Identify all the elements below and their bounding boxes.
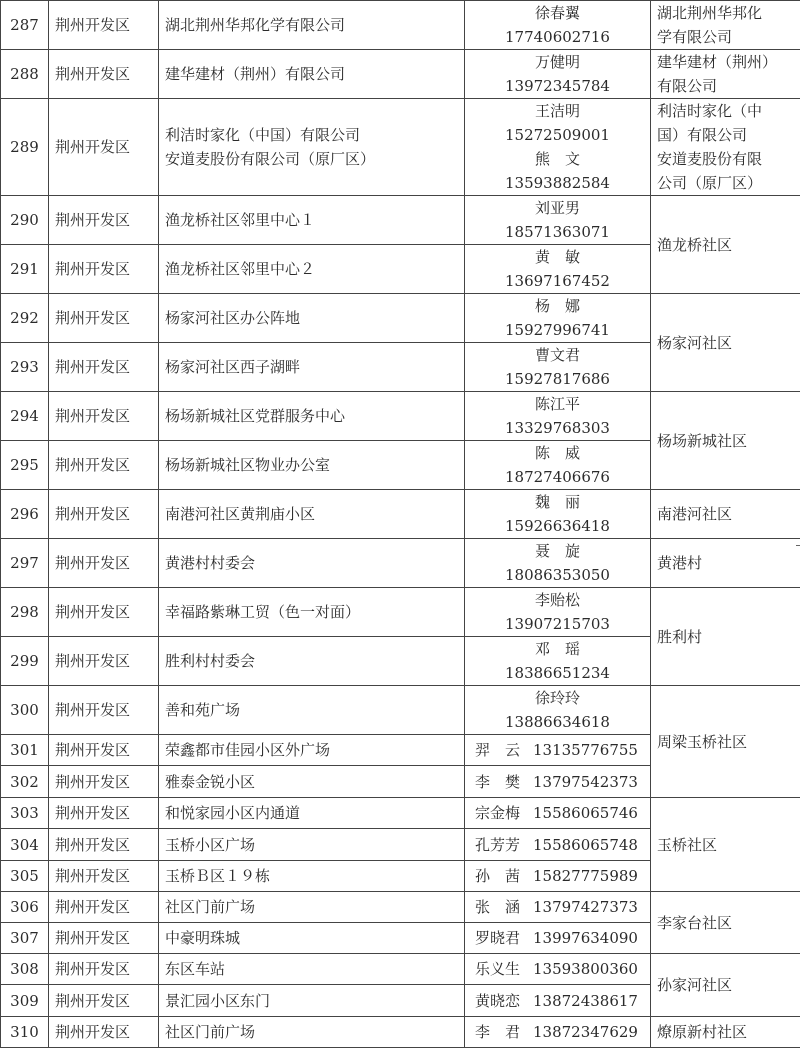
contact-cell xyxy=(465,637,651,686)
unit-cell xyxy=(651,588,800,686)
contact-cell xyxy=(465,954,651,985)
table-row xyxy=(1,196,800,245)
unit-name: 国）有限公司 xyxy=(657,126,748,144)
contact-cell xyxy=(465,735,651,766)
unit-name: 渔龙桥社区 xyxy=(657,235,733,254)
district-cell: 荆州开发区 xyxy=(49,50,159,99)
site-name: 景汇园小区东门 xyxy=(165,991,271,1010)
site-cell xyxy=(159,829,465,861)
contact-name: 熊 文 xyxy=(534,150,580,168)
site-cell xyxy=(159,766,465,798)
contact-phone: 15827775989 xyxy=(533,867,638,885)
contact-phone: 13907215703 xyxy=(505,615,610,633)
site-cell xyxy=(159,539,465,588)
contact-name: 黄晓恋 xyxy=(475,991,521,1010)
site-cell xyxy=(159,99,465,196)
contact-name: 孙 茜 xyxy=(475,867,521,885)
unit-name: 利洁时家化（中 xyxy=(657,102,763,120)
unit-name: 黄港村 xyxy=(657,554,703,572)
district-cell: 荆州开发区 xyxy=(49,196,159,245)
site-name: 杨家河社区西子湖畔 xyxy=(165,358,301,376)
row-number: 287 xyxy=(1,1,49,50)
unit-cell xyxy=(651,490,800,539)
contact-cell xyxy=(465,294,651,343)
district-cell: 荆州开发区 xyxy=(49,294,159,343)
district-cell: 荆州开发区 xyxy=(49,766,159,798)
site-name: 南港河社区黄荆庙小区 xyxy=(165,505,316,523)
table-row xyxy=(1,1,800,50)
unit-cell xyxy=(651,892,800,954)
site-name: 荣鑫都市佳园小区外广场 xyxy=(165,741,331,759)
contact-name: 李 樊 xyxy=(475,772,521,791)
contact-phone: 15927996741 xyxy=(505,321,610,339)
site-name: 中豪明珠城 xyxy=(165,929,241,947)
district-cell: 荆州开发区 xyxy=(49,686,159,735)
contact-name: 徐春翼 xyxy=(534,4,580,22)
unit-cell xyxy=(651,954,800,1017)
contact-name: 魏 丽 xyxy=(534,493,580,511)
site-cell xyxy=(159,861,465,892)
unit-name: 南港河社区 xyxy=(657,505,733,523)
contact-name: 罗晓君 xyxy=(475,929,521,947)
district-cell: 荆州开发区 xyxy=(49,539,159,588)
district-cell: 荆州开发区 xyxy=(49,490,159,539)
site-name: 安道麦股份有限公司（原厂区） xyxy=(165,150,376,168)
contact-name: 乐义生 xyxy=(475,960,521,978)
unit-cell xyxy=(651,686,800,798)
contact-phone: 18727406676 xyxy=(505,468,610,486)
row-number: 308 xyxy=(1,954,49,985)
district-cell: 荆州开发区 xyxy=(49,923,159,954)
contact-cell xyxy=(465,923,651,954)
contact-name: 王洁明 xyxy=(534,102,580,120)
contact-name: 聂 旋 xyxy=(534,542,580,560)
table-row xyxy=(1,294,800,343)
contact-name: 刘亚男 xyxy=(534,199,580,217)
contact-cell xyxy=(465,392,651,441)
row-number: 290 xyxy=(1,196,49,245)
unit-name: 玉桥社区 xyxy=(657,835,718,854)
contact-phone: 17740602716 xyxy=(505,28,610,46)
table-row xyxy=(1,892,800,923)
unit-cell xyxy=(651,1,800,50)
unit-name: 孙家河社区 xyxy=(657,976,733,994)
row-number: 300 xyxy=(1,686,49,735)
site-name: 利洁时家化（中国）有限公司 xyxy=(165,126,361,144)
site-cell xyxy=(159,735,465,766)
unit-name: 公司（原厂区） xyxy=(657,174,763,192)
contact-cell xyxy=(465,861,651,892)
unit-cell xyxy=(651,1017,800,1048)
site-cell xyxy=(159,196,465,245)
row-number: 293 xyxy=(1,343,49,392)
contact-name: 邓 瑶 xyxy=(534,640,580,658)
site-name: 湖北荆州华邦化学有限公司 xyxy=(165,16,346,34)
district-cell: 荆州开发区 xyxy=(49,1,159,50)
table-row xyxy=(1,588,800,637)
table-row xyxy=(1,50,800,99)
contact-name: 羿 云 xyxy=(475,741,521,759)
contact-phone: 13593882584 xyxy=(505,174,610,192)
contact-phone: 15927817686 xyxy=(505,370,610,388)
contact-phone: 13593800360 xyxy=(533,960,638,978)
site-name: 社区门前广场 xyxy=(165,1023,256,1041)
contact-cell xyxy=(465,892,651,923)
row-number: 291 xyxy=(1,245,49,294)
site-name: 玉桥小区广场 xyxy=(165,835,256,854)
unit-name: 建华建材（荆州） xyxy=(657,53,778,71)
site-cell xyxy=(159,798,465,829)
contact-cell xyxy=(465,588,651,637)
unit-name: 有限公司 xyxy=(657,77,718,95)
table-row xyxy=(1,798,800,829)
contact-phone: 13329768303 xyxy=(505,419,610,437)
unit-name: 周梁玉桥社区 xyxy=(657,732,748,751)
unit-name: 学有限公司 xyxy=(657,28,733,46)
site-name: 渔龙桥社区邻里中心１ xyxy=(165,211,316,229)
contact-phone: 15586065748 xyxy=(533,835,638,854)
contact-cell xyxy=(465,50,651,99)
row-number: 297 xyxy=(1,539,49,588)
contact-cell xyxy=(465,1,651,50)
table-row xyxy=(1,392,800,441)
unit-cell xyxy=(651,392,800,490)
unit-name: 杨场新城社区 xyxy=(657,431,748,450)
contact-cell xyxy=(465,343,651,392)
site-cell xyxy=(159,1017,465,1048)
contact-phone: 13697167452 xyxy=(505,272,610,290)
unit-cell xyxy=(651,294,800,392)
contact-phone: 15926636418 xyxy=(505,517,610,535)
contact-name: 陈江平 xyxy=(534,395,580,413)
site-cell xyxy=(159,294,465,343)
site-name: 杨家河社区办公阵地 xyxy=(165,309,301,327)
district-cell: 荆州开发区 xyxy=(49,343,159,392)
site-cell xyxy=(159,954,465,985)
site-name: 建华建材（荆州）有限公司 xyxy=(165,65,346,83)
unit-cell xyxy=(651,196,800,294)
site-name: 善和苑广场 xyxy=(165,701,241,719)
contact-cell xyxy=(465,245,651,294)
unit-name: 杨家河社区 xyxy=(657,333,733,352)
row-number: 303 xyxy=(1,798,49,829)
contact-name: 徐玲玲 xyxy=(534,689,580,707)
contact-name: 陈 威 xyxy=(534,444,580,462)
row-number: 294 xyxy=(1,392,49,441)
contact-cell xyxy=(465,1017,651,1048)
site-cell xyxy=(159,50,465,99)
unit-cell xyxy=(651,539,800,588)
site-name: 渔龙桥社区邻里中心２ xyxy=(165,260,316,278)
row-number: 298 xyxy=(1,588,49,637)
site-name: 玉桥Ｂ区１９栋 xyxy=(165,867,271,885)
contact-phone: 13797427373 xyxy=(533,898,638,916)
contact-name: 黄 敏 xyxy=(534,248,580,266)
contact-name: 万健明 xyxy=(534,53,580,71)
contact-phone: 18571363071 xyxy=(505,223,610,241)
row-number: 304 xyxy=(1,829,49,861)
contact-name: 杨 娜 xyxy=(534,297,580,315)
contact-cell xyxy=(465,539,651,588)
unit-name: 李家台社区 xyxy=(657,913,733,932)
site-name: 幸福路紫琳工贸（色一对面） xyxy=(165,603,361,621)
site-cell xyxy=(159,1,465,50)
contact-phone: 18386651234 xyxy=(505,664,610,682)
contact-name: 李 君 xyxy=(475,1023,521,1041)
row-number: 310 xyxy=(1,1017,49,1048)
unit-cell xyxy=(651,798,800,892)
unit-name: 燎原新村社区 xyxy=(657,1023,748,1041)
unit-name: 胜利村 xyxy=(657,627,703,646)
site-name: 和悦家园小区内通道 xyxy=(165,804,301,822)
contact-name: 曹文君 xyxy=(534,346,580,364)
contact-name: 张 涵 xyxy=(475,898,521,916)
district-cell: 荆州开发区 xyxy=(49,637,159,686)
contact-name: 李贻松 xyxy=(534,591,580,609)
row-number: 296 xyxy=(1,490,49,539)
contact-phone: 15586065746 xyxy=(533,804,638,822)
site-cell xyxy=(159,343,465,392)
unit-name: 湖北荆州华邦化 xyxy=(657,4,763,22)
contact-phone: 18086353050 xyxy=(505,566,610,584)
row-number: 289 xyxy=(1,99,49,196)
unit-cell xyxy=(651,50,800,99)
site-name: 黄港村村委会 xyxy=(165,554,256,572)
table-row xyxy=(1,99,800,196)
contact-cell xyxy=(465,99,651,196)
district-cell: 荆州开发区 xyxy=(49,861,159,892)
contact-cell xyxy=(465,441,651,490)
row-number: 288 xyxy=(1,50,49,99)
district-cell: 荆州开发区 xyxy=(49,892,159,923)
site-name: 雅泰金锐小区 xyxy=(165,772,256,791)
district-cell: 荆州开发区 xyxy=(49,798,159,829)
site-cell xyxy=(159,892,465,923)
unit-name: 安道麦股份有限 xyxy=(657,150,763,168)
contact-cell xyxy=(465,798,651,829)
site-name: 社区门前广场 xyxy=(165,898,256,916)
table-row xyxy=(1,490,800,539)
table-row xyxy=(1,1017,800,1048)
contact-phone: 13972345784 xyxy=(505,77,610,95)
sites-table-body xyxy=(1,1,800,1048)
site-cell xyxy=(159,441,465,490)
row-number: 299 xyxy=(1,637,49,686)
row-number: 307 xyxy=(1,923,49,954)
site-name: 杨场新城社区党群服务中心 xyxy=(165,407,346,425)
row-number: 305 xyxy=(1,861,49,892)
district-cell: 荆州开发区 xyxy=(49,954,159,985)
site-cell xyxy=(159,490,465,539)
district-cell: 荆州开发区 xyxy=(49,441,159,490)
unit-cell xyxy=(651,99,800,196)
site-name: 东区车站 xyxy=(165,960,226,978)
contact-cell xyxy=(465,829,651,861)
table-row xyxy=(1,954,800,985)
contact-phone: 13886634618 xyxy=(505,713,610,731)
contact-phone: 13135776755 xyxy=(533,741,638,759)
contact-phone: 13997634090 xyxy=(533,929,638,947)
site-cell xyxy=(159,985,465,1017)
contact-name: 孔芳芳 xyxy=(475,835,521,854)
row-number: 301 xyxy=(1,735,49,766)
contact-cell xyxy=(465,490,651,539)
contact-cell xyxy=(465,686,651,735)
contact-phone: 13872438617 xyxy=(533,991,638,1010)
page-edge-mark xyxy=(796,545,800,546)
contact-cell xyxy=(465,766,651,798)
contact-phone: 15272509001 xyxy=(505,126,610,144)
row-number: 309 xyxy=(1,985,49,1017)
site-name: 胜利村村委会 xyxy=(165,652,256,670)
site-cell xyxy=(159,686,465,735)
contact-name: 宗金梅 xyxy=(475,804,521,822)
district-cell: 荆州开发区 xyxy=(49,99,159,196)
table-row xyxy=(1,686,800,735)
site-cell xyxy=(159,392,465,441)
site-cell xyxy=(159,637,465,686)
district-cell: 荆州开发区 xyxy=(49,1017,159,1048)
site-name: 杨场新城社区物业办公室 xyxy=(165,456,331,474)
contact-phone: 13797542373 xyxy=(533,772,638,791)
site-cell xyxy=(159,245,465,294)
site-cell xyxy=(159,588,465,637)
district-cell: 荆州开发区 xyxy=(49,588,159,637)
district-cell: 荆州开发区 xyxy=(49,829,159,861)
row-number: 292 xyxy=(1,294,49,343)
table-row xyxy=(1,539,800,588)
district-cell: 荆州开发区 xyxy=(49,245,159,294)
district-cell: 荆州开发区 xyxy=(49,735,159,766)
row-number: 306 xyxy=(1,892,49,923)
contact-phone: 13872347629 xyxy=(533,1023,638,1041)
contact-cell xyxy=(465,985,651,1017)
row-number: 295 xyxy=(1,441,49,490)
contact-cell xyxy=(465,196,651,245)
row-number: 302 xyxy=(1,766,49,798)
site-cell xyxy=(159,923,465,954)
district-cell: 荆州开发区 xyxy=(49,392,159,441)
district-cell: 荆州开发区 xyxy=(49,985,159,1017)
